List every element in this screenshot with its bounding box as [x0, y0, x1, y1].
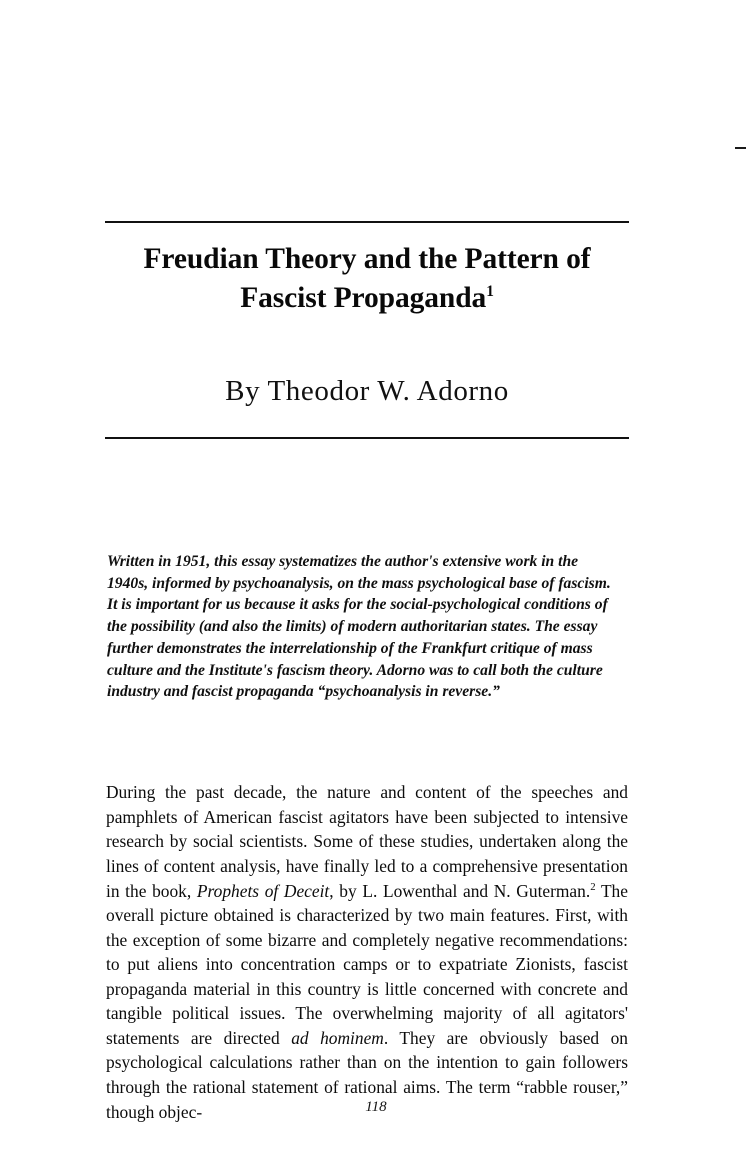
page-number: 118 — [365, 1099, 387, 1115]
latin-phrase-ad-hominem: ad hominem — [291, 1027, 384, 1048]
abstract-note: Written in 1951, this essay systematizes the author's extensive work in the 1940s, informed by psychoanalysis, on the mass psychological base of fascism. It is important for us because it asks for the social-psychological conditions of the possibility (and also the limits) of modern authoritarian states. The essay further demonstrates the interrelationship of the Frankfurt critique of mass culture and the Institute's fascism theory. Adorno was to call both the culture industry and fascist propaganda “psychoanalysis in reverse.” — [107, 553, 611, 701]
body-text-part-3: The overall picture obtained is characterized by two main features. First, with the exception of some bizarre and completely negative recommendations: to put aliens into concentration camps or to expatriate Zionists, fascist propaganda material in this country is little concerned with concrete and tangible political issues. The overwhelming majority of all agitators' statements are directed — [106, 880, 628, 1048]
book-title-prophets-of-deceit: Prophets of Deceit — [196, 880, 330, 901]
title-line-2: Fascist Propaganda — [240, 282, 487, 314]
body-text-part-2: , by L. Lowenthal and N. Guterman. — [329, 880, 591, 901]
body-footnote-marker: 2 — [590, 880, 596, 893]
author-byline: By Theodor W. Adorno — [225, 375, 509, 407]
title-rule-bottom — [105, 437, 629, 439]
body-paragraph-1 — [106, 780, 628, 1124]
article-title-block — [105, 240, 629, 318]
title-rule-top — [105, 221, 629, 223]
body-text-part-4: . They are obviously based on psychological calculations rather than on the intention to gain followers through the rational statement of rational aims. The term “rabble rouser,” though objec- — [106, 1027, 629, 1122]
page-title — [105, 240, 629, 318]
title-line-1: Freudian Theory and the Pattern of — [143, 243, 591, 275]
scan-artifact-mark — [735, 147, 746, 149]
body-text-part-1: During the past decade, the nature and content of the speeches and pamphlets of American fascist agitators have been subjected to intensive research by social scientists. Some of these studies, undertaken along the lines of content analysis, have finally led to a comprehensive presentation in the book, — [106, 782, 628, 901]
title-footnote-marker: 1 — [486, 283, 494, 301]
